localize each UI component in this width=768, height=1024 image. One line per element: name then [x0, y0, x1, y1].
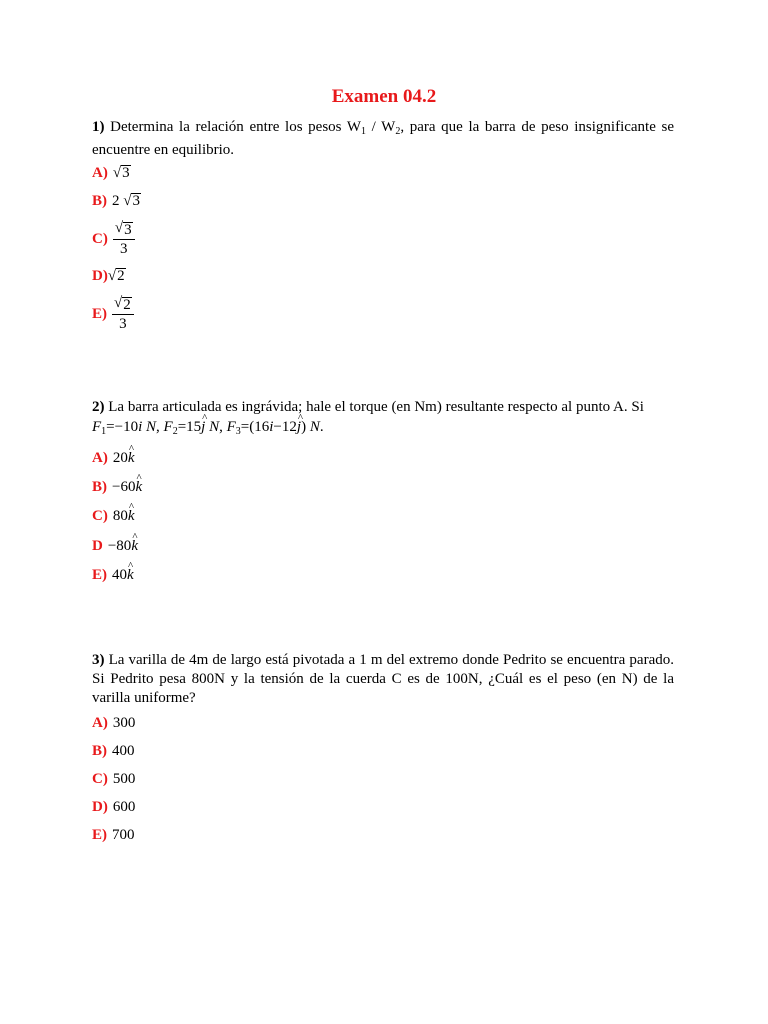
question-1-text: 1) Determina la relación entre los pesos $W_1 / W_2$, para que la barra de peso insignificante se encuentre en equilibrio.: [92, 119, 674, 158]
q2-option-b[interactable]: B) −60^ k: [92, 477, 142, 497]
question-2-text: 2) La barra articulada es ingrávida; hale el torque (en Nm) resultante respecto al punto A. Si: [92, 399, 644, 415]
question-1-number: 1): [92, 119, 105, 135]
q2-option-b-value: −60^ k: [112, 477, 142, 497]
q3-option-a-value: 300: [112, 715, 136, 731]
q1-option-d[interactable]: D) √ 2: [92, 268, 125, 284]
question-2-number: 2): [92, 399, 105, 415]
q3-option-b-value: 400: [112, 743, 135, 759]
q1-option-c-value: √ 3 3: [113, 220, 135, 258]
q1-option-a[interactable]: A) √ 3: [92, 165, 130, 181]
q1-option-e[interactable]: E) √ 2 3: [92, 295, 134, 333]
q2-option-a-value: 20^ k: [113, 448, 135, 468]
q1-option-b[interactable]: B) 2 √ 3: [92, 193, 140, 209]
q2-option-c-value: 80^ k: [113, 506, 135, 526]
q3-option-a[interactable]: A) 300: [92, 715, 136, 731]
question-3-text: 3) La varilla de 4m de largo está pivotada a 1 m del extremo donde Pedrito se encuentra parado. Si Pedrito pesa 800N y la tensión de la cuerda C es de 100N, ¿Cuál es el peso (en N) de la varilla uniforme?: [92, 652, 674, 706]
q3-option-e-value: 700: [112, 827, 135, 843]
q2-option-a[interactable]: A) 20^ k: [92, 448, 135, 468]
q3-option-d[interactable]: D) 600: [92, 799, 136, 815]
question-3-number: 3): [92, 652, 105, 668]
q1-option-b-value: 2 √ 3: [112, 193, 140, 209]
q3-option-b[interactable]: B) 400: [92, 743, 135, 759]
exam-title: Examen 04.2: [331, 86, 437, 107]
q2-option-c[interactable]: C) 80^ k: [92, 506, 135, 526]
q1-option-d-value: √ 2: [107, 268, 125, 284]
q2-option-e-value: 40^ k: [112, 565, 134, 585]
q1-option-e-value: √ 2 3: [112, 295, 134, 333]
q3-option-c-value: 500: [112, 771, 136, 787]
q1-option-a-value: √ 3: [112, 165, 130, 181]
q2-option-d[interactable]: D −80^ k: [92, 536, 138, 556]
q2-option-d-value: −80^ k: [108, 536, 138, 556]
q1-option-c[interactable]: C) √ 3 3: [92, 220, 135, 258]
question-2-forces: $F_1=-10i$ N, $F_2=15\^{}$ j N, $F_3=(16i-12\^{}$ j) N.: [92, 418, 674, 441]
q2-option-e[interactable]: E) 40^ k: [92, 565, 134, 585]
q3-option-d-value: 600: [112, 799, 136, 815]
q3-option-c[interactable]: C) 500: [92, 771, 136, 787]
q3-option-e[interactable]: E) 700: [92, 827, 135, 843]
